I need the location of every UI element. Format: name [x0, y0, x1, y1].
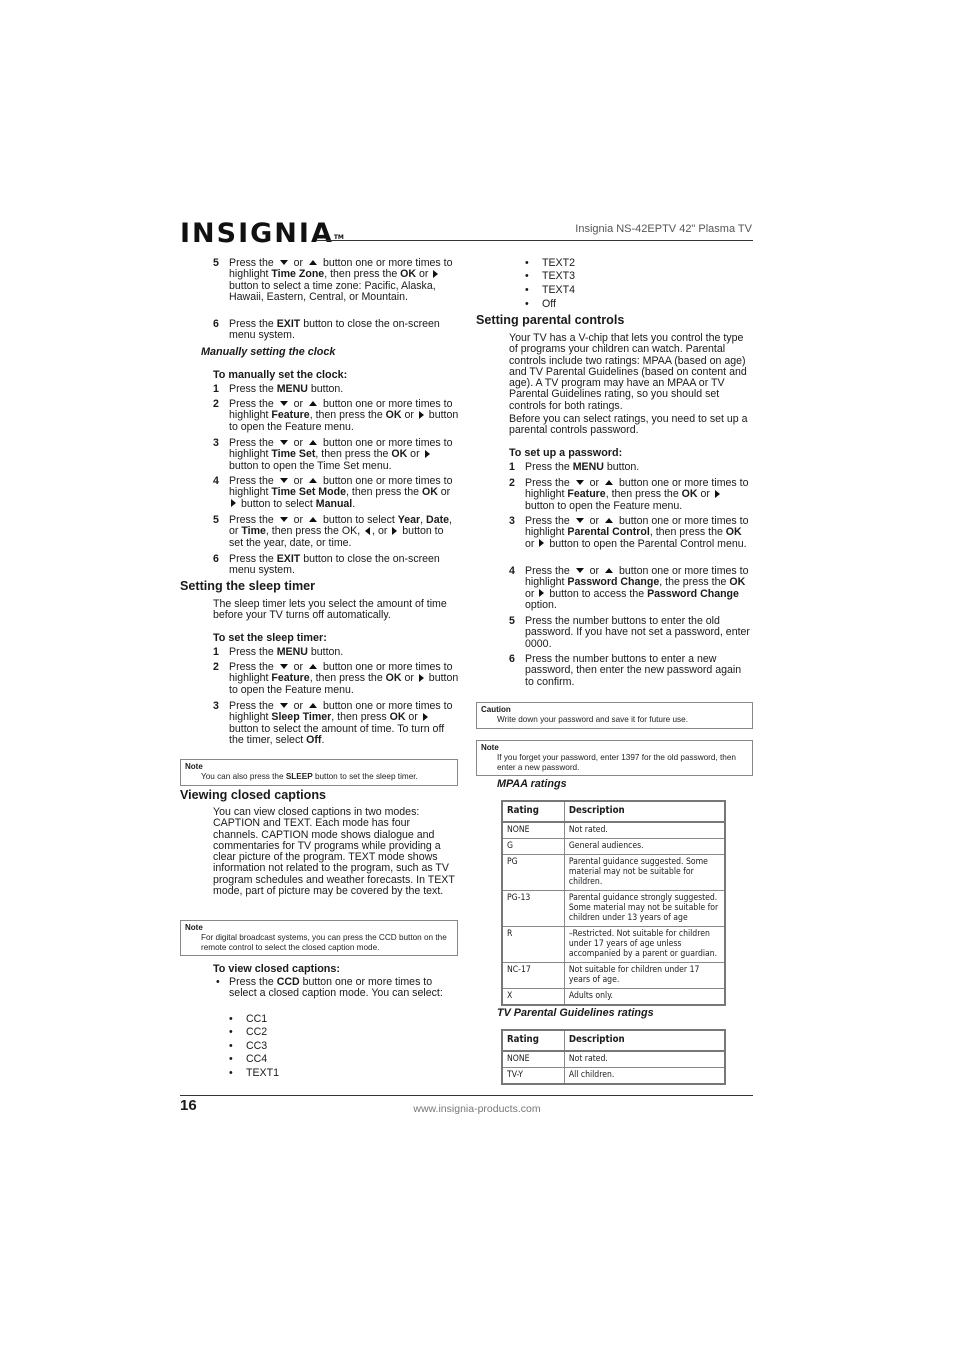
- right-arrow-icon: [425, 450, 430, 458]
- caution-box: [476, 702, 753, 729]
- up-arrow-icon: [309, 401, 317, 406]
- right-arrow-icon: [423, 713, 428, 721]
- subheading-tv-guidelines: TV Parental Guidelines ratings: [497, 1007, 654, 1019]
- note-box-password: [476, 740, 753, 776]
- subheading-manual-clock: Manually setting the clock: [201, 346, 336, 358]
- right-arrow-icon: [231, 499, 236, 507]
- procedure-title: To set the sleep timer:: [213, 632, 327, 644]
- procedure-title: To set up a password:: [509, 447, 623, 459]
- table-row: PG-13 Parental guidance strongly suggested. Some material may not be suitable for children under 13 years of age: [502, 891, 725, 927]
- table-row: NONE Not rated.: [502, 1051, 725, 1068]
- right-arrow-icon: [539, 539, 544, 547]
- down-arrow-icon: [280, 478, 288, 483]
- up-arrow-icon: [309, 517, 317, 522]
- up-arrow-icon: [605, 480, 613, 485]
- up-arrow-icon: [309, 703, 317, 708]
- procedure-title: To view closed captions:: [213, 963, 340, 975]
- table-header-row: [502, 801, 725, 822]
- column-header-description: Description: [564, 801, 725, 822]
- right-arrow-icon: [539, 589, 544, 597]
- column-header-rating: Rating: [502, 1030, 564, 1051]
- table-header-row: [502, 1030, 725, 1051]
- table-row: R –Restricted. Not suitable for children under 17 years of age unless accompanied by a parent or guardian.: [502, 927, 725, 963]
- table-row: NC-17 Not suitable for children under 17 years of age.: [502, 963, 725, 989]
- note-text: For digital broadcast systems, you can press the CCD button on the remote control to select the closed caption mode.: [201, 933, 447, 952]
- down-arrow-icon: [280, 517, 288, 522]
- caution-label: Caution: [481, 705, 511, 714]
- up-arrow-icon: [309, 440, 317, 445]
- subheading-mpaa: MPAA ratings: [497, 778, 567, 790]
- down-arrow-icon: [576, 518, 584, 523]
- note-label: Note: [185, 762, 203, 771]
- heading-sleep-timer: Setting the sleep timer: [180, 579, 316, 593]
- right-arrow-icon: [419, 674, 424, 682]
- parental-intro-2: Before you can select ratings, you need to set up a parental controls password.: [509, 413, 748, 437]
- column-header-rating: Rating: [502, 801, 564, 822]
- tv-guidelines-table: [501, 1029, 726, 1085]
- right-arrow-icon: [715, 490, 720, 498]
- note-text: You can also press the SLEEP button to set the sleep timer.: [201, 772, 418, 781]
- note-box-sleep: [180, 759, 458, 786]
- parental-intro: Your TV has a V-chip that lets you control the type of programs your children can watch. Parental controls include two ratings: MPAA (based on age) and TV Parental Guidelines (based on content and age). A TV program may have an MPAA or TV Parental Guidelines rating, so you should set controls for both ratings.: [509, 332, 747, 412]
- down-arrow-icon: [280, 440, 288, 445]
- table-row: PG Parental guidance suggested. Some material may not be suitable for children.: [502, 855, 725, 891]
- note-label: Note: [185, 923, 203, 932]
- caution-text: Write down your password and save it for future use.: [497, 715, 688, 724]
- column-header-description: Description: [564, 1030, 725, 1051]
- footer-rule: [180, 1095, 753, 1096]
- header-rule: [316, 240, 753, 241]
- down-arrow-icon: [280, 260, 288, 265]
- up-arrow-icon: [309, 260, 317, 265]
- up-arrow-icon: [309, 664, 317, 669]
- insignia-logo: INSIGNIA™: [180, 218, 344, 249]
- up-arrow-icon: [309, 478, 317, 483]
- mpaa-ratings-table: [501, 800, 726, 1006]
- up-arrow-icon: [605, 518, 613, 523]
- table-row: NONE Not rated.: [502, 822, 725, 839]
- down-arrow-icon: [576, 480, 584, 485]
- table-row: TV-Y All children.: [502, 1068, 725, 1085]
- down-arrow-icon: [576, 568, 584, 573]
- cc-intro: You can view closed captions in two modes: CAPTION and TEXT. Each mode has four channels. CAPTION mode shows dialogue and commentaries for TV programs while providing a clear picture of the program. TEXT mode shows information not related to the program, such as TV program schedules and weather forecasts. In TEXT mode, part of picture may be covered by the text.: [213, 806, 455, 898]
- left-arrow-icon: [365, 527, 370, 535]
- page-number: 16: [180, 1097, 197, 1114]
- up-arrow-icon: [605, 568, 613, 573]
- heading-parental-controls: Setting parental controls: [476, 313, 625, 327]
- product-title: Insignia NS-42EPTV 42" Plasma TV: [575, 223, 752, 235]
- note-box-cc: [180, 920, 458, 956]
- footer-url: www.insignia-products.com: [413, 1103, 541, 1115]
- heading-closed-captions: Viewing closed captions: [180, 788, 327, 802]
- right-arrow-icon: [392, 527, 397, 535]
- down-arrow-icon: [280, 401, 288, 406]
- right-arrow-icon: [433, 270, 438, 278]
- right-arrow-icon: [419, 411, 424, 419]
- down-arrow-icon: [280, 703, 288, 708]
- table-row: G General audiences.: [502, 839, 725, 855]
- procedure-title: To manually set the clock:: [213, 369, 348, 381]
- sleep-intro: The sleep timer lets you select the amount of time before your TV turns off automatically.: [213, 598, 447, 622]
- table-row: X Adults only.: [502, 989, 725, 1006]
- down-arrow-icon: [280, 664, 288, 669]
- note-label: Note: [481, 743, 499, 752]
- note-text: If you forget your password, enter 1397 for the old password, then enter a new password.: [497, 753, 736, 772]
